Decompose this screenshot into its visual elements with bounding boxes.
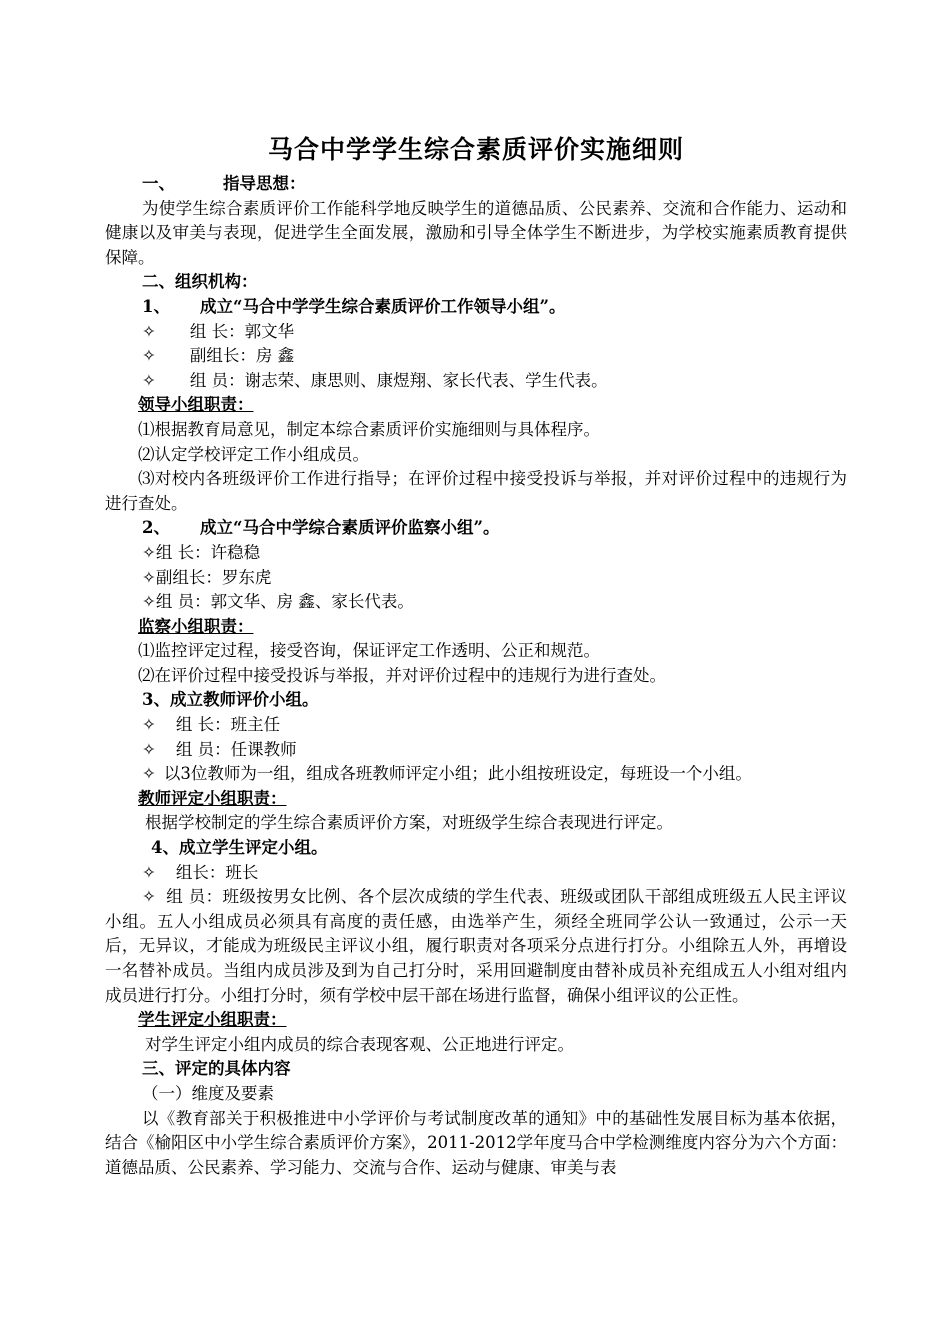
group-4-members	[105, 885, 847, 1008]
group-2-title	[105, 516, 847, 541]
note-text: 以3位教师为一组，组成各班教师评定小组；此小组按班设定，每班设一个小组。	[163, 764, 752, 784]
bullet-icon: ✧	[142, 862, 156, 882]
members-text: 组 员：任课教师	[175, 739, 297, 759]
group-1-duty-2: ⑵认定学校评定工作小组成员。	[138, 444, 369, 464]
group-number: 2、	[142, 518, 170, 538]
bullet-icon: ✧	[142, 370, 156, 390]
section-3-heading: 三、评定的具体内容	[142, 1059, 291, 1079]
group-2-duty-1: ⑴监控评定过程，接受咨询，保证评定工作透明、公正和规范。	[138, 641, 600, 661]
section-3-subheading: （一）维度及要素	[142, 1083, 274, 1103]
group-4-duty: 对学生评定小组内成员的综合表现客观、公正地进行评定。	[145, 1034, 574, 1054]
page-title: 马合中学学生综合素质评价实施细则	[267, 135, 684, 164]
group-3-duty-title: 教师评定小组职责：	[138, 788, 287, 808]
members-text: 组 员：班级按男女比例、各个层次成绩的学生代表、班级或团队干部组成班级五人民主评议小组。五人小组成员必须具有高度的责任感，由选举产生，须经全班同学公认一致通过，公示一天后，无异议，才能成为班级民主评议小组，履行职责对各项采分点进行打分。小组除五人外，再增设一名替补成员。当组内成员涉及到为自己打分时，采用回避制度由替补成员补充组成五人小组对组内成员进行打分。小组打分时，须有学校中层干部在场进行监督，确保小组评议的公正性。	[105, 887, 847, 1005]
group-1-duty-1: ⑴根据教育局意见，制定本综合素质评价实施细则与具体程序。	[138, 419, 600, 439]
section-3-body: 以《教育部关于积极推进中小学评价与考试制度改革的通知》中的基础性发展目标为基本依据，结合《榆阳区中小学生综合素质评价方案》，2011-2012学年度马合中学检测维度内容分为六个方面：道德品质、公民素养、学习能力、交流与合作、运动与健康、审美与表	[105, 1108, 847, 1177]
group-3-note	[105, 762, 847, 787]
bullet-icon: ✧	[142, 764, 156, 784]
section-number: 一、	[142, 174, 175, 193]
group-2-leader: ✧组 长：许稳稳	[142, 542, 261, 562]
group-4-leader	[105, 861, 847, 886]
group-3-duty: 根据学校制定的学生综合素质评价方案，对班级学生综合表现进行评定。	[145, 813, 673, 833]
section-2-heading: 二、组织机构：	[142, 272, 258, 292]
group-1-duty-3: ⑶对校内各班级评价工作进行指导；在评价过程中接受投诉与举报，并对评价过程中的违规行为进行查处。	[105, 469, 847, 513]
section-title: 指导思想：	[223, 174, 306, 193]
bullet-icon: ✧	[142, 715, 156, 735]
group-title: 成立“马合中学学生综合素质评价工作领导小组”。	[199, 296, 566, 316]
bullet-icon: ✧	[142, 346, 156, 366]
group-1-deputy	[105, 344, 847, 369]
group-4-title: 4、成立学生评定小组。	[151, 838, 328, 858]
deputy-text: 副组长：房 鑫	[189, 346, 295, 366]
group-1-members	[105, 369, 847, 394]
group-4-duty-title: 学生评定小组职责：	[138, 1010, 287, 1030]
members-text: 组 员：谢志荣、康思则、康煜翔、家长代表、学生代表。	[189, 370, 608, 390]
bullet-icon: ✧	[142, 321, 156, 341]
leader-text: 组长：班长	[175, 862, 259, 882]
section-1-body: 为使学生综合素质评价工作能科学地反映学生的道德品质、公民素养、交流和合作能力、运动和健康以及审美与表现，促进学生全面发展，激励和引导全体学生不断进步，为学校实施素质教育提供保障。	[105, 198, 847, 267]
leader-text: 组 长：班主任	[175, 715, 281, 735]
group-2-members: ✧组 员：郭文华、房 鑫、家长代表。	[142, 592, 414, 612]
bullet-icon: ✧	[142, 739, 156, 759]
section-1-heading	[105, 172, 847, 197]
group-1-title	[105, 295, 847, 320]
group-title: 成立“马合中学综合素质评价监察小组”。	[199, 518, 500, 538]
document-page	[105, 132, 847, 1180]
group-3-leader	[105, 713, 847, 738]
group-1-leader	[105, 320, 847, 345]
group-2-duty-title: 监察小组职责：	[138, 616, 254, 636]
leader-text: 组 长：郭文华	[189, 321, 295, 341]
bullet-icon: ✧	[142, 887, 156, 907]
group-1-duty-title: 领导小组职责：	[138, 395, 254, 415]
group-3-title: 3、成立教师评价小组。	[142, 690, 319, 710]
group-number: 1、	[142, 296, 170, 316]
group-3-members	[105, 738, 847, 763]
group-2-deputy: ✧副组长：罗东虎	[142, 567, 272, 587]
group-2-duty-2: ⑵在评价过程中接受投诉与举报，并对评价过程中的违规行为进行查处。	[138, 665, 666, 685]
